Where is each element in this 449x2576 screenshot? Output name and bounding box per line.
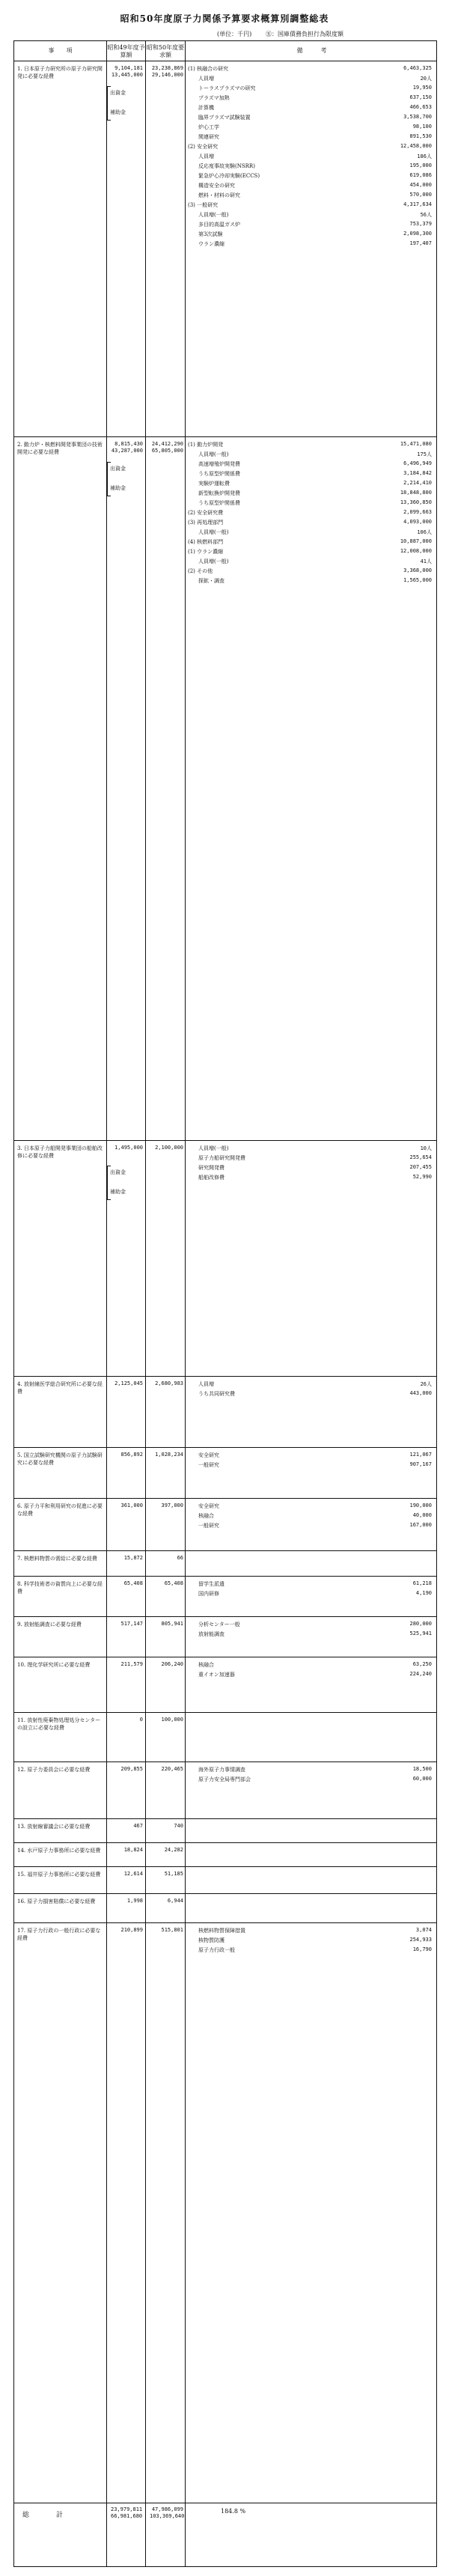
column-divider <box>106 41 107 2566</box>
detail-value: 753,379 <box>409 221 432 227</box>
detail-name: トーラスプラズマの研究 <box>198 85 256 91</box>
detail-row <box>188 221 435 231</box>
detail-name: 核物質防護 <box>198 1937 224 1943</box>
detail-row <box>188 460 435 470</box>
detail-value: 2,098,300 <box>403 231 432 237</box>
section-sub-label: 出資金 <box>110 90 126 96</box>
detail-row <box>188 548 435 558</box>
detail-value: 98,100 <box>412 124 432 130</box>
detail-value: 12,458,000 <box>400 143 432 149</box>
detail-value: 12,008,000 <box>400 548 432 554</box>
detail-row <box>188 577 435 587</box>
section-detail <box>188 65 435 250</box>
section-detail <box>188 1661 435 1681</box>
detail-row <box>188 162 435 172</box>
section-curr-amount: 24,282 <box>164 1847 183 1853</box>
section-prev-amount: 65,408 <box>123 1580 143 1586</box>
section-divider <box>14 1616 436 1617</box>
section-prev-amount: 9,104,181 13,445,000 <box>111 65 143 78</box>
detail-value: 52,990 <box>412 1174 432 1180</box>
detail-name: ウラン濃縮 <box>198 241 224 247</box>
detail-row <box>188 104 435 114</box>
detail-row <box>188 441 435 451</box>
detail-row <box>188 1380 435 1390</box>
section-detail <box>188 1927 435 1956</box>
section-label: 7. 核燃料物質の需給に必要な経費 <box>17 1556 97 1562</box>
detail-value: 891,530 <box>409 133 432 139</box>
detail-row <box>188 1621 435 1630</box>
detail-name: 原子力船研究開発費 <box>198 1155 245 1161</box>
detail-value: 207,455 <box>409 1164 432 1170</box>
section-label: 6. 原子力平和利用研究の促進に必要な経費 <box>17 1503 103 1517</box>
detail-value: 10,887,000 <box>400 538 432 544</box>
detail-row <box>188 1630 435 1640</box>
detail-name: 海外原子力事情調査 <box>198 1767 245 1773</box>
detail-name: 構造安全の研究 <box>198 183 235 189</box>
section-divider <box>14 1842 436 1843</box>
detail-name: うち共同研究費 <box>198 1391 235 1397</box>
detail-name: 安全研究 <box>198 1452 219 1458</box>
detail-row <box>188 1145 435 1154</box>
detail-value: 19,950 <box>412 85 432 91</box>
budget-table <box>13 40 437 2567</box>
detail-value: 255,654 <box>409 1154 432 1160</box>
detail-name: 人員増(一般) <box>198 451 229 457</box>
section-sub-label: 出資金 <box>110 1169 126 1175</box>
detail-value: 56人 <box>420 212 432 218</box>
detail-name: 人員増(一般) <box>198 1145 229 1151</box>
header-note: 備 考 <box>296 47 327 54</box>
detail-name: 安全研究 <box>198 1503 219 1509</box>
detail-name: (4) 核燃料部門 <box>188 539 224 545</box>
detail-row <box>188 1937 435 1946</box>
detail-value: 570,000 <box>409 192 432 198</box>
detail-row <box>188 201 435 211</box>
detail-row <box>188 143 435 153</box>
detail-name: (3) 再処理部門 <box>188 520 224 526</box>
section-prev-amount: 1,495,000 <box>114 1145 143 1151</box>
header-curr: 昭和50年度要求額 <box>146 44 185 58</box>
detail-value: 61,218 <box>412 1580 432 1586</box>
section-sub-label: 補助金 <box>110 109 126 115</box>
section-prev-amount: 209,855 <box>120 1766 143 1772</box>
detail-name: 留学生派遣 <box>198 1581 224 1587</box>
section-prev-amount: 361,000 <box>120 1502 143 1508</box>
detail-row <box>188 1461 435 1471</box>
detail-name: 核融合 <box>198 1513 214 1519</box>
detail-value: 10人 <box>420 1145 432 1151</box>
unit-note: (単位：千円) <box>217 31 252 37</box>
detail-row <box>188 1502 435 1512</box>
detail-value: 3,538,700 <box>403 114 432 120</box>
legend-note: ㊄：国庫債務負担行為限度額 <box>266 31 343 37</box>
section-detail <box>188 1380 435 1400</box>
section-divider <box>14 1498 436 1499</box>
detail-name: 分析センター一般 <box>198 1622 240 1627</box>
detail-row <box>188 470 435 480</box>
section-prev-amount: 15,872 <box>123 1555 143 1561</box>
detail-row <box>188 1164 435 1174</box>
section-curr-amount: 740 <box>174 1823 183 1829</box>
detail-value: 195,000 <box>409 162 432 168</box>
section-detail <box>188 1452 435 1471</box>
detail-value: 20人 <box>420 76 432 82</box>
detail-name: 緊急炉心冷却実験(ECCS) <box>198 173 260 179</box>
detail-row <box>188 538 435 548</box>
detail-value: 619,086 <box>409 172 432 178</box>
detail-row <box>188 519 435 529</box>
detail-value: 4,317,634 <box>403 201 432 207</box>
section-label: 17. 原子力行政の一般行政に必要な経費 <box>17 1928 101 1941</box>
detail-value: 18,848,800 <box>400 490 432 496</box>
detail-row <box>188 153 435 162</box>
detail-name: 第3次試験 <box>198 231 223 237</box>
detail-value: 16,790 <box>412 1946 432 1952</box>
detail-row <box>188 231 435 240</box>
detail-row <box>188 499 435 509</box>
detail-name: 原子力安全局専門部会 <box>198 1776 251 1782</box>
detail-value: 637,150 <box>409 94 432 100</box>
detail-name: プラズマ加熱 <box>198 95 230 101</box>
bracket-mark <box>107 1166 111 1200</box>
section-label: 15. 福井原子力事務所に必要な経費 <box>17 1872 101 1878</box>
section-prev-amount: 8,815,430 43,287,000 <box>111 441 143 454</box>
detail-row <box>188 558 435 567</box>
detail-name: 探鉱・調査 <box>198 578 224 584</box>
section-prev-amount: 0 <box>139 1717 143 1723</box>
header-item: 事 項 <box>48 47 73 54</box>
section-sub-label: 出資金 <box>110 466 126 472</box>
section-prev-amount: 211,579 <box>120 1661 143 1667</box>
section-label: 13. 放射線審議会に必要な経費 <box>17 1824 91 1830</box>
section-prev-amount: 210,899 <box>120 1927 143 1933</box>
detail-name: (2) 安全研究費 <box>188 510 224 516</box>
section-prev-amount: 856,892 <box>120 1452 143 1458</box>
section-curr-amount: 805,941 <box>161 1621 183 1627</box>
section-detail <box>188 1502 435 1532</box>
detail-value: 26人 <box>420 1381 432 1387</box>
detail-value: 525,941 <box>409 1630 432 1636</box>
detail-name: 船舶改修費 <box>198 1175 224 1181</box>
detail-name: (1) ウラン濃縮 <box>188 549 224 555</box>
total-prev: 23,979,811 66,981,680 <box>111 2506 143 2519</box>
section-curr-amount: 24,412,290 65,805,000 <box>151 441 183 454</box>
section-curr-amount: 2,100,000 <box>155 1145 183 1151</box>
detail-row <box>188 1174 435 1184</box>
section-sub-label: 補助金 <box>110 485 126 491</box>
bracket-mark <box>107 86 111 121</box>
detail-name: 関連研究 <box>198 134 219 140</box>
section-curr-amount: 1,028,234 <box>155 1452 183 1458</box>
section-curr-amount: 220,465 <box>161 1766 183 1772</box>
header-prev: 昭和49年度予算額 <box>107 44 145 58</box>
detail-row <box>188 133 435 143</box>
section-prev-amount: 12,614 <box>123 1871 143 1877</box>
section-detail <box>188 1145 435 1184</box>
section-curr-amount: 6,944 <box>167 1898 183 1904</box>
detail-value: 454,000 <box>409 182 432 188</box>
detail-row <box>188 1580 435 1590</box>
detail-row <box>188 124 435 133</box>
section-label: 4. 放射線医学総合研究所に必要な経費 <box>17 1381 103 1395</box>
detail-row <box>188 211 435 221</box>
detail-name: 計算機 <box>198 105 214 111</box>
detail-value: 4,190 <box>415 1590 432 1596</box>
detail-name: (1) 核融合の研究 <box>188 66 229 72</box>
section-curr-amount: 206,240 <box>161 1661 183 1667</box>
total-curr: 47,986,099 103,369,640 <box>150 2506 185 2519</box>
detail-row <box>188 172 435 182</box>
detail-row <box>188 1390 435 1400</box>
section-label: 3. 日本原子力船開発事業団の船舶改修に必要な経費 <box>17 1145 103 1159</box>
detail-row <box>188 1154 435 1164</box>
detail-name: 一般研究 <box>198 1523 219 1529</box>
section-label: 9. 放射能調査に必要な経費 <box>17 1622 82 1627</box>
detail-value: 1,565,000 <box>403 577 432 583</box>
detail-row <box>188 1590 435 1600</box>
section-divider <box>14 1818 436 1819</box>
section-label: 16. 原子力損害賠償に必要な経費 <box>17 1898 96 1904</box>
detail-row <box>188 114 435 124</box>
detail-value: 175人 <box>417 451 432 457</box>
detail-name: 人員増(一般) <box>198 212 229 218</box>
section-divider <box>14 1376 436 1377</box>
section-divider <box>14 1447 436 1448</box>
detail-value: 18,500 <box>412 1766 432 1772</box>
detail-row <box>188 1512 435 1522</box>
section-label: 1. 日本原子力研究所の原子力研究開発に必要な経費 <box>17 66 103 79</box>
detail-value: 197,407 <box>409 240 432 246</box>
detail-name: 炉心工学 <box>198 124 219 130</box>
detail-name: 人員増(一般) <box>198 558 229 564</box>
detail-row <box>188 480 435 490</box>
detail-name: (3) 一般研究 <box>188 202 219 208</box>
detail-name: 燃料・材料の研究 <box>198 192 240 198</box>
section-curr-amount: 65,408 <box>164 1580 183 1586</box>
detail-value: 63,250 <box>412 1661 432 1667</box>
detail-value: 106人 <box>417 529 432 535</box>
detail-name: 核燃料物質保障措置 <box>198 1928 245 1934</box>
section-divider <box>14 1922 436 1923</box>
detail-value: 186人 <box>417 153 432 159</box>
section-label: 10. 理化学研究所に必要な経費 <box>17 1662 91 1668</box>
detail-value: 224,240 <box>409 1671 432 1677</box>
detail-value: 280,000 <box>409 1621 432 1627</box>
detail-name: うち原型炉関係費 <box>198 471 240 477</box>
detail-value: 6,496,949 <box>403 460 432 466</box>
section-sub-label: 補助金 <box>110 1189 126 1195</box>
section-divider <box>14 1712 436 1713</box>
detail-name: 多目的高温ガス炉 <box>198 222 240 228</box>
detail-value: 254,933 <box>409 1937 432 1943</box>
column-divider <box>145 41 146 2566</box>
section-curr-amount: 23,238,869 29,146,000 <box>151 65 183 78</box>
detail-row <box>188 1661 435 1671</box>
detail-name: 人員増 <box>198 153 214 159</box>
bracket-mark <box>107 462 111 496</box>
column-divider <box>185 41 186 2566</box>
detail-name: 原子力行政一般 <box>198 1947 235 1953</box>
detail-value: 3,184,842 <box>403 470 432 476</box>
detail-row <box>188 75 435 85</box>
section-divider <box>14 1866 436 1867</box>
section-curr-amount: 397,000 <box>161 1502 183 1508</box>
detail-row <box>188 490 435 499</box>
total-label: 総 計 <box>22 2512 68 2519</box>
detail-row <box>188 1927 435 1937</box>
section-divider <box>14 1576 436 1577</box>
total-ratio: 184.8 % <box>221 2508 246 2515</box>
section-label: 12. 原子力委員会に必要な経費 <box>17 1767 91 1773</box>
detail-value: 3,074 <box>415 1927 432 1933</box>
detail-row <box>188 65 435 75</box>
section-curr-amount: 66 <box>177 1555 183 1561</box>
detail-value: 60,000 <box>412 1776 432 1782</box>
detail-row <box>188 1671 435 1681</box>
section-label: 2. 動力炉・核燃料開発事業団の技術開発に必要な経費 <box>17 442 103 455</box>
detail-value: 4,093,000 <box>403 519 432 525</box>
detail-row <box>188 1522 435 1532</box>
section-curr-amount: 2,680,983 <box>155 1380 183 1386</box>
section-curr-amount: 51,185 <box>164 1871 183 1877</box>
detail-name: 核融合 <box>198 1662 214 1668</box>
section-label: 8. 科学技術者の資質向上に必要な経費 <box>17 1581 103 1595</box>
detail-name: 重イオン加速器 <box>198 1672 235 1678</box>
detail-value: 443,000 <box>409 1390 432 1396</box>
detail-value: 466,653 <box>409 104 432 110</box>
detail-name: 反応度事故実験(NSRR) <box>198 163 255 169</box>
detail-name: 実験炉運転費 <box>198 481 230 487</box>
section-divider <box>14 1550 436 1551</box>
detail-value: 167,000 <box>409 1522 432 1528</box>
detail-value: 907,167 <box>409 1461 432 1467</box>
detail-name: うち原型炉関係費 <box>198 500 240 506</box>
detail-value: 2,214,410 <box>403 480 432 486</box>
section-curr-amount: 515,801 <box>161 1927 183 1933</box>
section-prev-amount: 1,998 <box>126 1898 143 1904</box>
detail-row <box>188 94 435 104</box>
section-label: 5. 国立試験研究機関の原子力試験研究に必要な経費 <box>17 1452 103 1466</box>
detail-row <box>188 1766 435 1776</box>
detail-name: (1) 動力炉開発 <box>188 442 224 448</box>
detail-row <box>188 85 435 94</box>
section-detail <box>188 441 435 587</box>
detail-value: 6,463,325 <box>403 65 432 71</box>
detail-row <box>188 182 435 192</box>
detail-value: 15,471,080 <box>400 441 432 447</box>
section-divider <box>14 1140 436 1141</box>
detail-name: 臨界プラズマ試験装置 <box>198 115 251 121</box>
page-title: 昭和50年度原子力関係予算要求概算別調整総表 <box>120 13 329 24</box>
detail-name: 放射能調査 <box>198 1631 224 1637</box>
detail-row <box>188 192 435 201</box>
detail-name: 人員増 <box>198 1381 214 1387</box>
detail-value: 190,000 <box>409 1502 432 1508</box>
section-prev-amount: 517,147 <box>120 1621 143 1627</box>
detail-name: 一般研究 <box>198 1462 219 1468</box>
section-prev-amount: 467 <box>133 1823 143 1829</box>
detail-name: 研究開発費 <box>198 1165 224 1171</box>
detail-row <box>188 1946 435 1956</box>
section-prev-amount: 18,824 <box>123 1847 143 1853</box>
detail-value: 3,368,000 <box>403 567 432 573</box>
section-detail <box>188 1766 435 1785</box>
detail-row <box>188 567 435 577</box>
detail-name: 高速増殖炉開発費 <box>198 461 240 467</box>
section-detail <box>188 1621 435 1640</box>
detail-value: 2,099,663 <box>403 509 432 515</box>
detail-name: 人員増(一般) <box>198 529 229 535</box>
detail-row <box>188 240 435 250</box>
detail-name: 新型転換炉開発費 <box>198 490 240 496</box>
section-label: 14. 水戸原子力事務所に必要な経費 <box>17 1848 101 1854</box>
detail-row <box>188 529 435 538</box>
detail-name: (2) その他 <box>188 568 213 574</box>
detail-value: 13,360,850 <box>400 499 432 505</box>
section-label: 11. 放射性廃棄物処理処分センターの設立に必要な経費 <box>17 1717 101 1731</box>
detail-value: 40,000 <box>412 1512 432 1518</box>
detail-row <box>188 451 435 460</box>
section-detail <box>188 1580 435 1600</box>
detail-value: 121,067 <box>409 1452 432 1458</box>
section-prev-amount: 2,125,045 <box>114 1380 143 1386</box>
section-curr-amount: 100,000 <box>161 1717 183 1723</box>
detail-row <box>188 1776 435 1785</box>
section-divider <box>14 436 436 437</box>
detail-name: 国内研修 <box>198 1591 219 1597</box>
detail-name: 人員増 <box>198 76 214 82</box>
detail-row <box>188 1452 435 1461</box>
detail-row <box>188 509 435 519</box>
detail-name: (2) 安全研究 <box>188 144 219 150</box>
section-divider <box>14 1893 436 1894</box>
detail-value: 41人 <box>420 558 432 564</box>
